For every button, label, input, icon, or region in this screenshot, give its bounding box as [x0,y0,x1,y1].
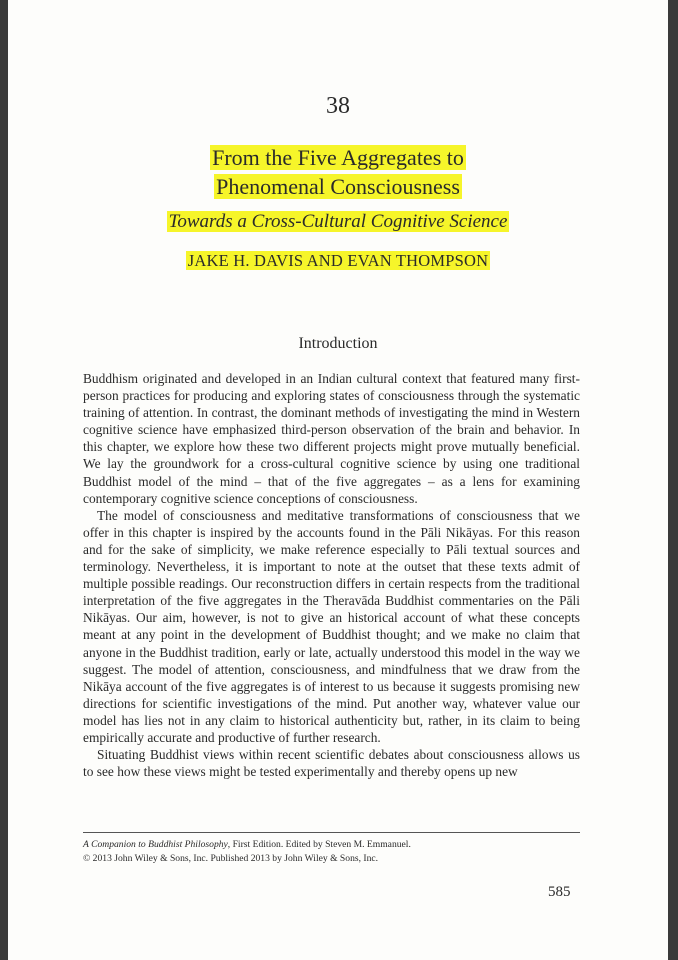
chapter-authors [8,251,668,271]
footnote-divider [83,832,580,833]
chapter-subtitle-text: Towards a Cross-Cultural Cognitive Science [168,211,508,232]
paragraph: Buddhism originated and developed in an Indian cultural context that featured many first-person practices for producing and exploring states of consciousness through the systematic training of attention. In contrast, the dominant methods of investigating the mind in Western cognitive science have emphasized third-person observation of the brain and behavior. In this chapter, we explore how these two different projects might prove mutually beneficial. We lay the groundwork for a cross-cultural cognitive science by using one traditional Buddhist model of the mind – that of the five aggregates – as a lens for examining contemporary cognitive science conceptions of consciousness. [83,371,580,506]
book-page [8,0,668,960]
footnote-citation [83,838,580,852]
chapter-title [8,143,668,201]
page-number: 585 [548,884,571,900]
footnote-copyright: © 2013 John Wiley & Sons, Inc. Published 2013 by John Wiley & Sons, Inc. [83,853,379,864]
footnote-edition: , First Edition. Edited by Steven M. Emmanuel. [227,839,411,850]
chapter-title-line-1: From the Five Aggregates to [212,145,464,170]
section-heading: Introduction [298,335,378,352]
chapter-authors-text: JAKE H. DAVIS AND EVAN THOMPSON [187,251,489,270]
paragraph: Situating Buddhist views within recent scientific debates about consciousness allows us to see how these views might be tested experimentally and thereby opens up new [83,747,580,780]
footnote-book-title: A Companion to Buddhist Philosophy [83,839,228,850]
footnote [83,838,580,866]
paragraph: The model of consciousness and meditative transformations of consciousness that we offer in this chapter is inspired by the accounts found in the Pāli Nikāyas. For this reason and for the sake of simplicity, we make reference especially to Pāli textual sources and terminology. Nevertheless, it is important to note at the outset that these texts admit of multiple possible readings. Our reconstruction differs in certain respects from the traditional interpretation of the five aggregates in the Theravāda Buddhist commentaries on the Pāli Nikāyas. Our aim, however, is not to give an historical account of what these concepts meant at any point in the development of Buddhist thought; and we make no claim that anyone in the Buddhist tradition, early or late, actually understood this model in the way we suggest. The model of attention, consciousness, and mindfulness that we draw from the Nikāya account of the five aggregates is of interest to us because it suggests promising new directions for scientific investigations of the mind. Put another way, whatever value our model has lies not in any claim to historical authenticity but, rather, in its claim to being empirically accurate and productive of further research. [83,507,580,745]
body-text [83,370,580,780]
chapter-title-line-2: Phenomenal Consciousness [216,174,460,199]
chapter-subtitle [8,211,668,233]
chapter-number: 38 [326,93,350,119]
